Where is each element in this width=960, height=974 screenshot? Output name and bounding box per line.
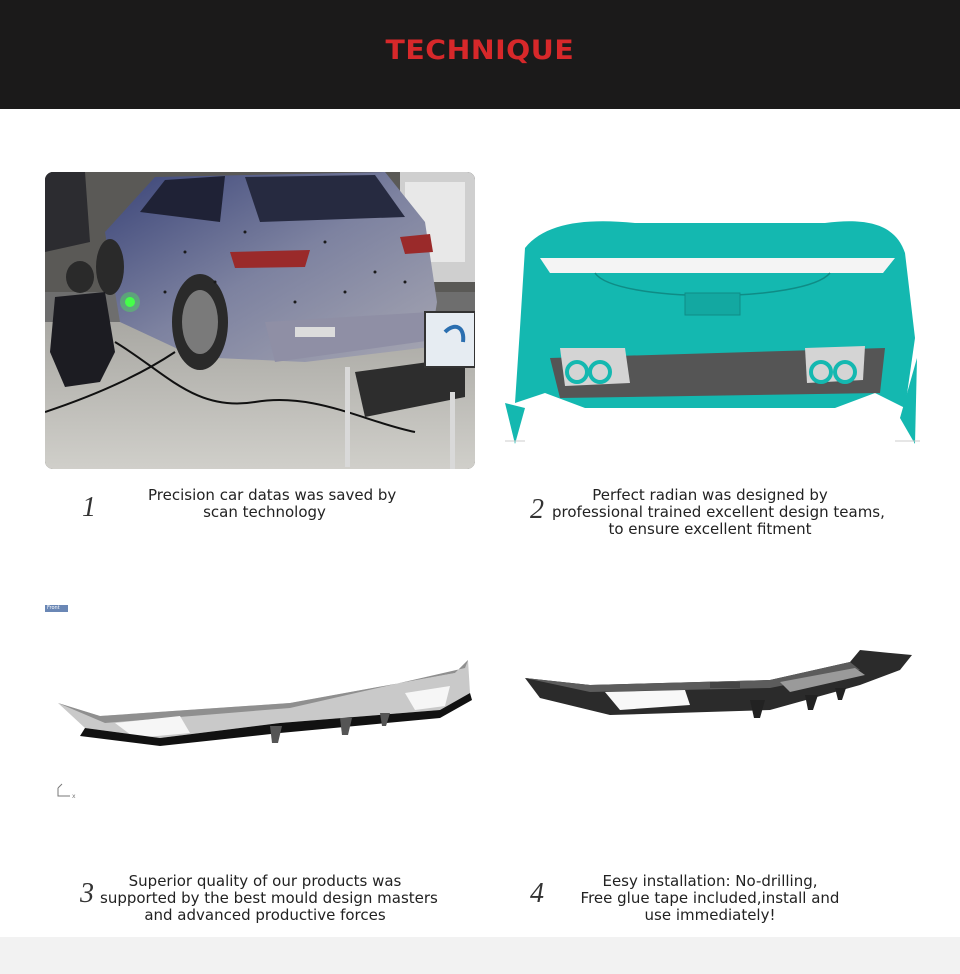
step-number-4: 4 xyxy=(530,878,544,909)
cad-view-tag: Front xyxy=(45,605,68,612)
scan-photo xyxy=(45,172,475,469)
caption-line: Free glue tape included,install and xyxy=(580,889,840,907)
caption-line: Precision car datas was saved by xyxy=(148,486,397,504)
caption-line: Superior quality of our products was xyxy=(128,872,402,890)
step-number-2: 2 xyxy=(530,494,544,525)
step-caption-1 xyxy=(148,486,397,521)
product-diffuser-illustration xyxy=(520,640,920,730)
caption-line: Eesy installation: No-drilling, xyxy=(602,872,818,890)
cad-render xyxy=(40,598,480,808)
cad-diffuser-illustration xyxy=(40,598,480,808)
caption-line: and advanced productive forces xyxy=(144,906,386,924)
caption-line: Perfect radian was designed by xyxy=(592,486,828,504)
footer-band xyxy=(0,937,960,974)
step-number-1: 1 xyxy=(82,492,96,523)
scan-render-illustration xyxy=(505,208,920,444)
caption-line: scan technology xyxy=(203,503,326,521)
scan-render xyxy=(505,208,920,444)
svg-text:x: x xyxy=(72,793,76,800)
caption-line: professional trained excellent design teams, xyxy=(552,503,885,521)
step-number-3: 3 xyxy=(80,878,94,909)
product-photo xyxy=(520,640,920,730)
page-title: TECHNIQUE xyxy=(385,35,575,66)
step-caption-3 xyxy=(100,872,438,924)
caption-line: to ensure excellent fitment xyxy=(608,520,812,538)
caption-line: use immediately! xyxy=(644,906,776,924)
step-caption-4 xyxy=(580,873,840,924)
step-caption-2 xyxy=(552,486,885,538)
scan-photo-illustration xyxy=(45,172,475,469)
caption-line: supported by the best mould design masters xyxy=(100,889,438,907)
header-banner xyxy=(0,0,960,109)
